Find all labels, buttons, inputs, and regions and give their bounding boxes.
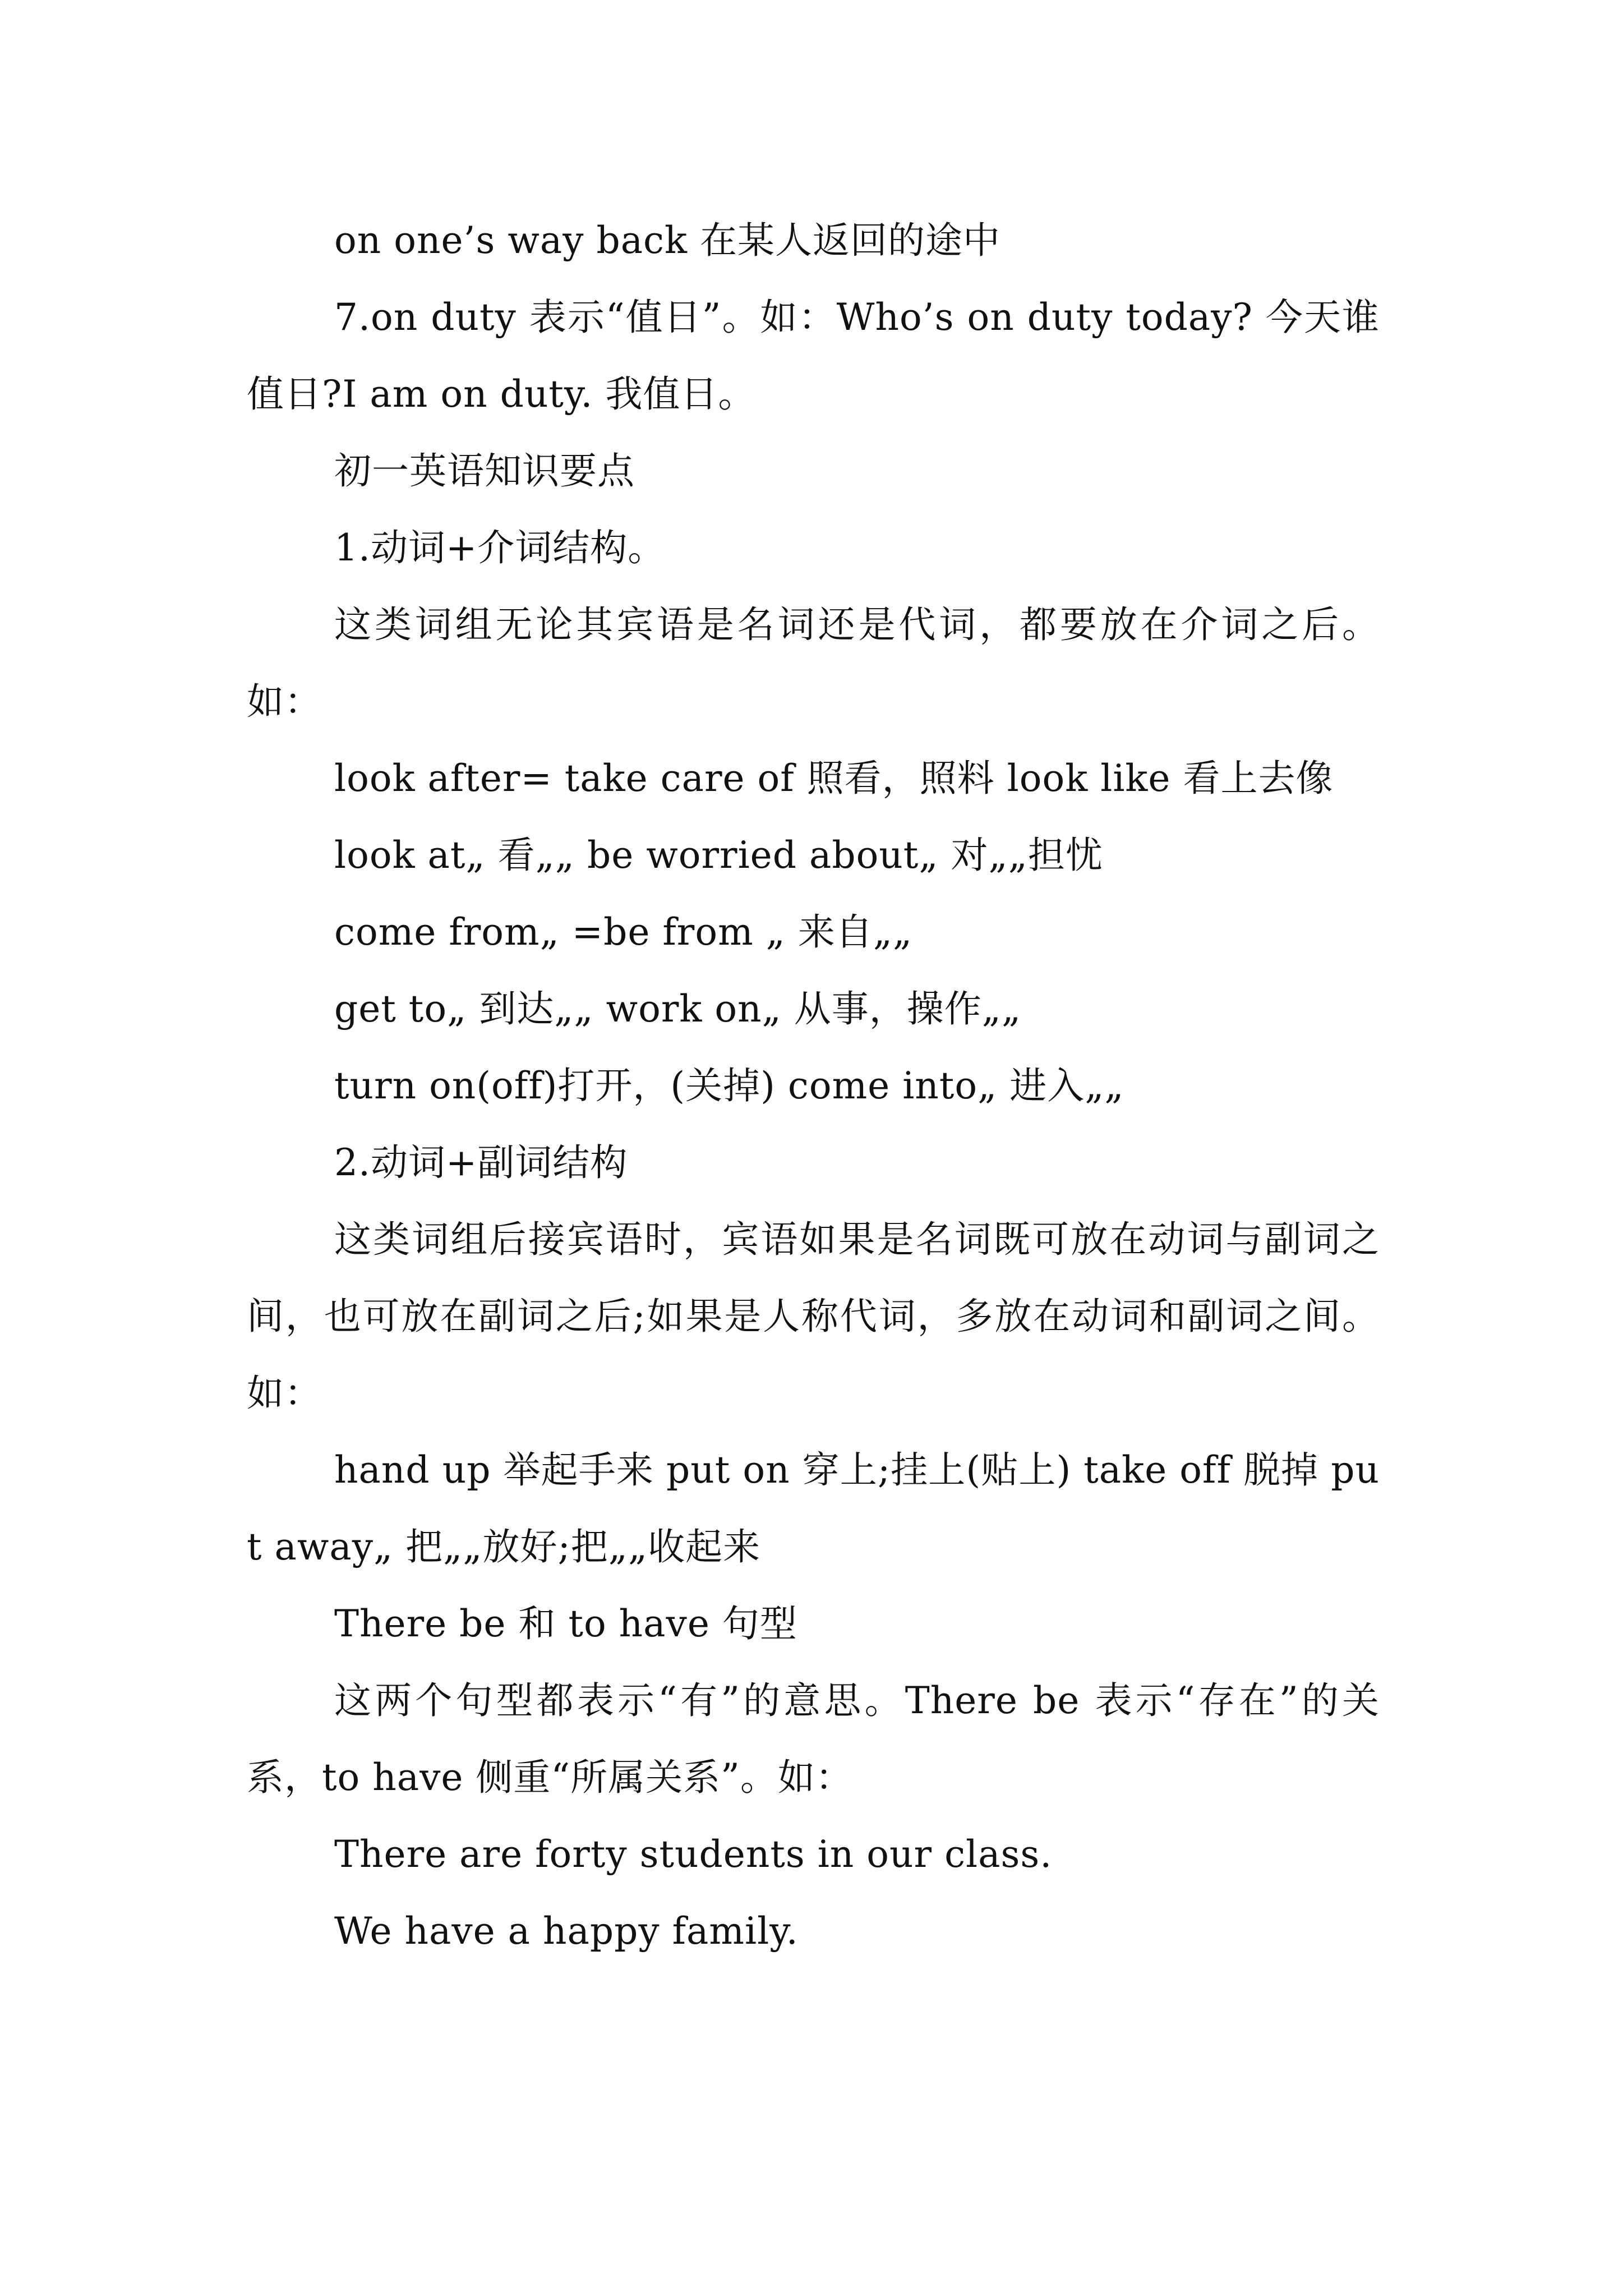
paragraph-verb-preposition-rule: 这类词组无论其宾语是名词还是代词，都要放在介词之后。如：	[247, 603, 1380, 723]
example-look-at: look at„ 看„„ be worried about„ 对„„担忧	[334, 834, 1103, 877]
example-look-after: look after= take care of 照看，照料 look like 看上去像	[334, 757, 1334, 800]
subheading-verb-preposition: 1.动词+介词结构。	[334, 526, 666, 569]
paragraph-there-be-rule: 这两个句型都表示“有”的意思。There be 表示“存在”的关系，to have 侧重“所属关系”。如：	[247, 1679, 1380, 1799]
subheading-there-be: There be 和 to have 句型	[334, 1602, 797, 1645]
section-heading-knowledge-points: 初一英语知识要点	[334, 449, 635, 493]
subheading-verb-adverb: 2.动词+副词结构	[334, 1141, 628, 1184]
example-come-from: come from„ =be from „ 来自„„	[334, 910, 913, 954]
example-hand-up: hand up 举起手来 put on 穿上;挂上(贴上) take off 脱掉 put away„ 把„„放好;把„„收起来	[247, 1448, 1380, 1568]
document-body	[247, 202, 1380, 1970]
example-get-to: get to„ 到达„„ work on„ 从事，操作„„	[334, 987, 1022, 1030]
paragraph-on-duty: 7.on duty 表示“值日”。如：Who’s on duty today? 今天谁值日?I am on duty. 我值日。	[247, 296, 1380, 416]
example-turn-on: turn on(off)打开，(关掉) come into„ 进入„„	[334, 1064, 1124, 1107]
paragraph-verb-adverb-rule: 这类词组后接宾语时，宾语如果是名词既可放在动词与副词之间，也可放在副词之后;如果是人称代词，多放在动词和副词之间。如：	[247, 1218, 1380, 1415]
paragraph-on-ones-way-back: on one’s way back 在某人返回的途中	[334, 219, 1000, 262]
example-there-are: There are forty students in our class.	[334, 1833, 1053, 1876]
example-we-have: We have a happy family.	[334, 1910, 799, 1953]
